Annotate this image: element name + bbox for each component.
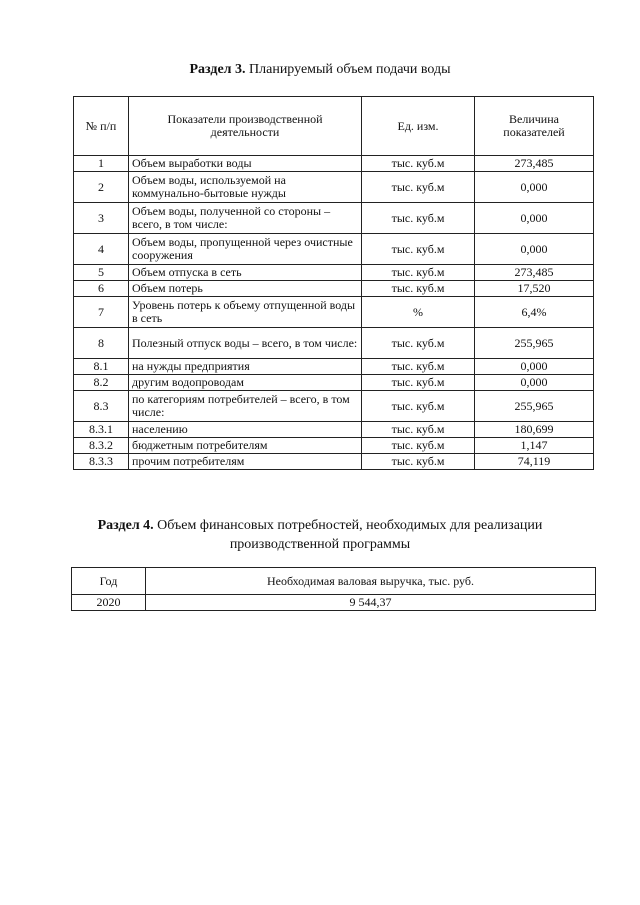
row-name: Объем выработки воды: [129, 156, 362, 172]
table-row: [74, 328, 594, 359]
section-4-heading: [60, 516, 580, 554]
row-name: Уровень потерь к объему отпущенной воды в сеть: [129, 297, 362, 328]
row-num: 6: [74, 281, 129, 297]
section-4-label: Раздел 4.: [97, 518, 154, 533]
row-num: 8.2: [74, 375, 129, 391]
row-value: 273,485: [475, 265, 594, 281]
row-revenue: 9 544,37: [146, 595, 596, 611]
row-name: Объем воды, пропущенной через очистные сооружения: [129, 234, 362, 265]
table-header-row: [72, 568, 596, 595]
row-num: 8: [74, 328, 129, 359]
water-supply-table: [73, 96, 594, 470]
header-revenue: Необходимая валовая выручка, тыс. руб.: [146, 568, 596, 595]
row-value: 255,965: [475, 391, 594, 422]
row-unit: тыс. куб.м: [362, 281, 475, 297]
row-value: 0,000: [475, 375, 594, 391]
table-row: [74, 265, 594, 281]
section-3-title: Планируемый объем подачи воды: [249, 62, 451, 77]
table-row: [74, 203, 594, 234]
header-num: № п/п: [74, 97, 129, 156]
row-unit: тыс. куб.м: [362, 422, 475, 438]
row-num: 8.3.2: [74, 438, 129, 454]
row-num: 5: [74, 265, 129, 281]
table-row: [74, 359, 594, 375]
section-3-label: Раздел 3.: [189, 62, 246, 77]
table-row: [74, 156, 594, 172]
table-row: [74, 375, 594, 391]
table-row: [74, 422, 594, 438]
row-num: 8.3.3: [74, 454, 129, 470]
row-unit: тыс. куб.м: [362, 203, 475, 234]
row-name: Объем воды, полученной со стороны – всего, в том числе:: [129, 203, 362, 234]
header-unit: Ед. изм.: [362, 97, 475, 156]
row-unit: %: [362, 297, 475, 328]
row-name: бюджетным потребителям: [129, 438, 362, 454]
row-unit: тыс. куб.м: [362, 359, 475, 375]
row-name: Объем потерь: [129, 281, 362, 297]
row-num: 2: [74, 172, 129, 203]
row-name: Полезный отпуск воды – всего, в том числе:: [129, 328, 362, 359]
table-row: [72, 595, 596, 611]
header-year: Год: [72, 568, 146, 595]
row-year: 2020: [72, 595, 146, 611]
table-row: [74, 297, 594, 328]
row-unit: тыс. куб.м: [362, 172, 475, 203]
row-name: Объем отпуска в сеть: [129, 265, 362, 281]
row-name: по категориям потребителей – всего, в том числе:: [129, 391, 362, 422]
row-name: другим водопроводам: [129, 375, 362, 391]
header-indicator: Показатели производственной деятельности: [129, 97, 362, 156]
table-row: [74, 391, 594, 422]
row-num: 7: [74, 297, 129, 328]
header-value: Величина показателей: [475, 97, 594, 156]
row-unit: тыс. куб.м: [362, 265, 475, 281]
row-num: 8.1: [74, 359, 129, 375]
row-unit: тыс. куб.м: [362, 234, 475, 265]
row-num: 3: [74, 203, 129, 234]
row-value: 0,000: [475, 234, 594, 265]
row-num: 1: [74, 156, 129, 172]
row-unit: тыс. куб.м: [362, 328, 475, 359]
row-value: 1,147: [475, 438, 594, 454]
row-num: 8.3.1: [74, 422, 129, 438]
row-num: 4: [74, 234, 129, 265]
table-header-row: [74, 97, 594, 156]
row-value: 180,699: [475, 422, 594, 438]
section-4-title: Объем финансовых потребностей, необходимых для реализации производственной программы: [157, 518, 543, 552]
financial-needs-table: [71, 567, 596, 611]
row-unit: тыс. куб.м: [362, 454, 475, 470]
row-unit: тыс. куб.м: [362, 391, 475, 422]
table-row: [74, 234, 594, 265]
row-value: 273,485: [475, 156, 594, 172]
row-value: 0,000: [475, 203, 594, 234]
row-value: 74,119: [475, 454, 594, 470]
row-name: прочим потребителям: [129, 454, 362, 470]
row-value: 0,000: [475, 359, 594, 375]
row-value: 17,520: [475, 281, 594, 297]
section-3-heading: [0, 62, 640, 78]
row-name: Объем воды, используемой на коммунально-бытовые нужды: [129, 172, 362, 203]
row-name: населению: [129, 422, 362, 438]
row-unit: тыс. куб.м: [362, 156, 475, 172]
row-name: на нужды предприятия: [129, 359, 362, 375]
row-num: 8.3: [74, 391, 129, 422]
table-row: [74, 281, 594, 297]
table-row: [74, 172, 594, 203]
row-value: 0,000: [475, 172, 594, 203]
row-unit: тыс. куб.м: [362, 375, 475, 391]
row-unit: тыс. куб.м: [362, 438, 475, 454]
row-value: 6,4%: [475, 297, 594, 328]
table-row: [74, 438, 594, 454]
table-row: [74, 454, 594, 470]
row-value: 255,965: [475, 328, 594, 359]
